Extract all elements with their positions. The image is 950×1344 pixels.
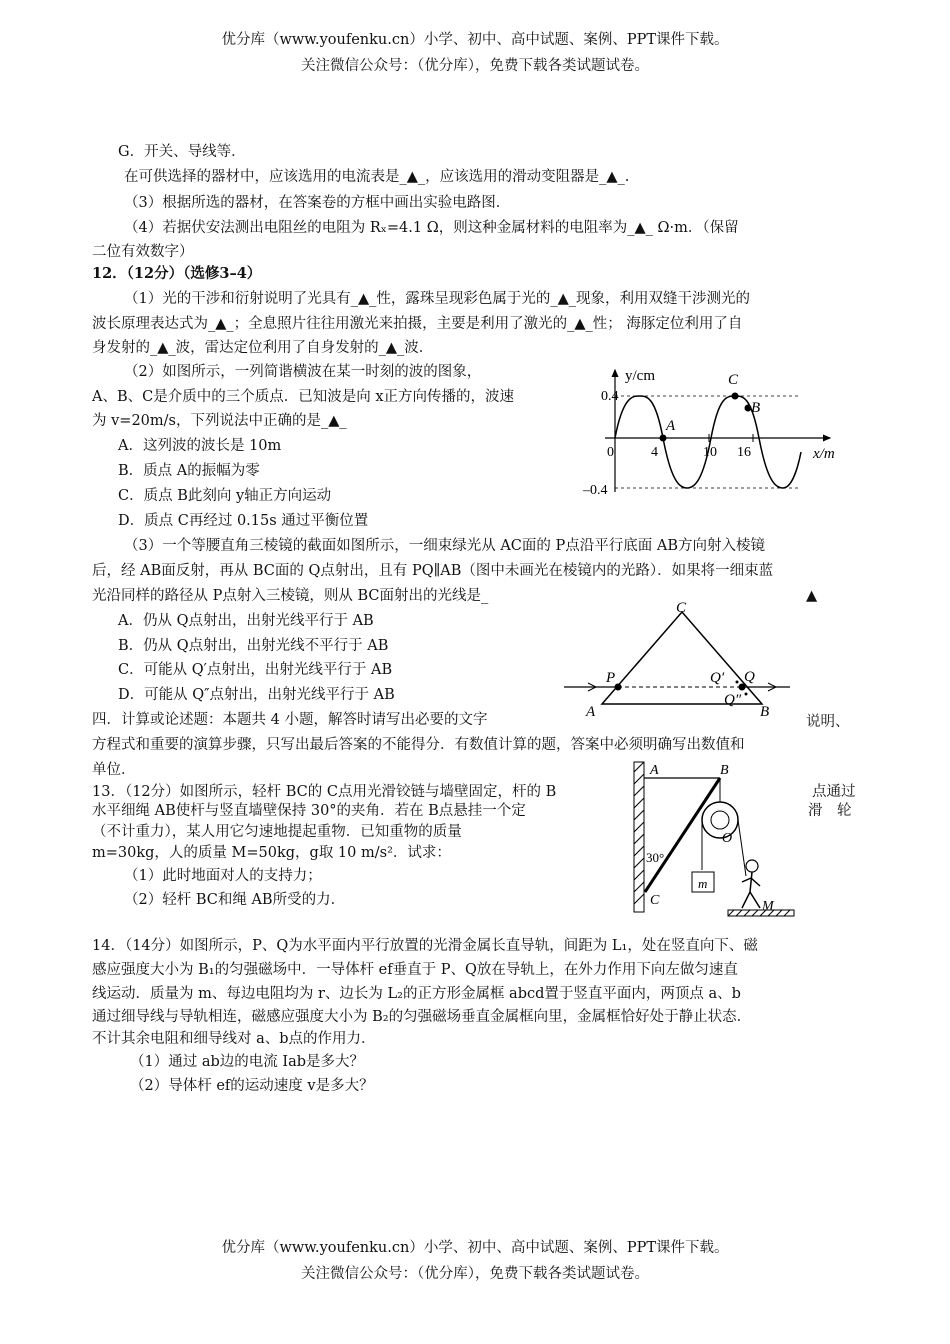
prism-label-a: A	[586, 704, 596, 720]
rod-label-o: O	[722, 831, 733, 846]
q12-part1-b: 波长原理表达式为_▲_；全息照片往往用激光来拍摄，主要是利用了激光的_▲_性； 海豚定位利用了自	[92, 316, 743, 332]
q12-part3-option-c: C．可能从 Q′点射出，出射光线平行于 AB	[118, 662, 393, 678]
footer-line-2: 关注微信公众号：（优分库），免费下载各类试题试卷。	[301, 1266, 649, 1282]
q11-option-g: G．开关、导线等．	[118, 144, 246, 160]
q13-line-2b: 滑 轮	[808, 803, 852, 819]
q12-part3-blank: ▲	[806, 588, 818, 604]
sec4-line-2: 方程式和重要的演算步骤，只写出最后答案的不能得分．有数值计算的题，答案中必须明确写出数值和	[92, 737, 745, 753]
q12-part1-a: （1）光的干涉和衍射说明了光具有_▲_性，露珠呈现彩色属于光的_▲_现象，利用双缝干涉测光的	[124, 291, 751, 307]
amp-pos-label: 0.4	[601, 389, 619, 404]
sec4-line-1b: 说明、	[806, 714, 850, 730]
q13-line-1a: 13．（12分）如图所示，轻杆 BC的 C点用光滑铰链与墙壁固定，杆的 B	[92, 784, 557, 800]
point-a	[660, 435, 667, 442]
q12-part2-option-a: A．这列波的波长是 10m	[118, 438, 282, 454]
tick-0: 0	[607, 445, 614, 460]
point-p	[615, 684, 622, 691]
label-a: A	[666, 418, 676, 434]
q11-line-1: 在可供选择的器材中，应该选用的电流表是_▲_，应该选用的滑动变阻器是_▲_.	[124, 169, 630, 185]
wave-curve	[615, 396, 801, 488]
wave-graph	[575, 362, 845, 502]
sec4-line-1a: 四．计算或论述题：本题共 4 小题，解答时请写出必要的文字	[92, 712, 488, 728]
q12-part2-option-d: D．质点 C再经过 0.15s 通过平衡位置	[118, 513, 369, 529]
person-body	[742, 872, 760, 908]
q13-sub-2: （2）轻杆 BC和绳 AB所受的力．	[124, 892, 346, 908]
tick-10: 10	[703, 445, 717, 460]
prism-label-b: B	[760, 704, 770, 720]
rod-label-big-m: M	[762, 899, 774, 914]
rod-label-a: A	[650, 763, 659, 778]
y-axis-label: y/cm	[625, 368, 655, 384]
q12-part3-option-b: B．仍从 Q点射出，出射光线不平行于 AB	[118, 638, 389, 654]
q14-line-5: 不计其余电阻和细导线对 a、b点的作用力．	[92, 1031, 376, 1047]
q12-part3-c: 光沿同样的路径从 P点射入三棱镜，则从 BC面射出的光线是_	[92, 588, 489, 604]
prism-label-c: C	[676, 600, 687, 616]
rod-label-c: C	[650, 893, 660, 908]
rod-pulley-diagram	[628, 758, 800, 918]
prism-label-q: Q	[744, 669, 755, 685]
tick-4: 4	[651, 445, 658, 460]
q12-part2-b: A、B、C是介质中的三个质点．已知波是向 x正方向传播的，波速	[92, 389, 515, 405]
header-line-2: 关注微信公众号：（优分库），免费下载各类试题试卷。	[301, 58, 649, 74]
q12-part2-option-b: B．质点 A的振幅为零	[118, 463, 260, 479]
q12-part2-option-c: C．质点 B此刻向 y轴正方向运动	[118, 488, 332, 504]
q14-sub-1: （1）通过 ab边的电流 Iab是多大？	[130, 1054, 365, 1070]
q13-line-4: m=30kg，人的质量 M=50kg，g取 10 m/s²．试求：	[92, 845, 451, 861]
rod-angle: 30°	[646, 850, 665, 865]
prism-label-q1: Q′	[710, 670, 725, 686]
prism-outline	[602, 612, 762, 704]
rod-label-b: B	[720, 763, 729, 778]
q11-line-2: （3）根据所选的器材，在答案卷的方框中画出实验电路图．	[124, 195, 511, 211]
prism-diagram	[560, 598, 800, 720]
footer-line-1: 优分库（www.youfenku.cn）小学、初中、高中试题、案例、PPT课件下载。	[221, 1240, 729, 1256]
tick-16: 16	[737, 445, 751, 460]
header-line-1: 优分库（www.youfenku.cn）小学、初中、高中试题、案例、PPT课件下载。	[221, 32, 729, 48]
q12-part3-a: （3）一个等腰直角三棱镜的截面如图所示，一细束绿光从 AC面的 P点沿平行底面 AB方向射入棱镜	[124, 538, 765, 554]
x-axis-label: x/m	[813, 446, 835, 462]
rod-label-m: m	[698, 876, 708, 891]
q11-line-4: 二位有效数字）	[92, 244, 194, 260]
q13-line-1b: 点通过	[812, 784, 856, 800]
q12-part1-c: 身发射的_▲_波，雷达定位利用了自身发射的_▲_波．	[92, 340, 434, 356]
point-c	[732, 393, 739, 400]
q14-line-4: 通过细导线与导轨相连，磁感应强度大小为 B₂的匀强磁场垂直金属框向里，金属框恰好处于静止状态．	[92, 1009, 752, 1025]
person-head	[746, 860, 758, 872]
q14-line-3: 线运动．质量为 m、每边电阻均为 r、边长为 L₂的正方形金属框 abcd置于竖直平面内，两顶点 a、b	[92, 986, 741, 1002]
q12-part2-a: （2）如图所示，一列简谐横波在某一时刻的波的图象，	[124, 364, 482, 380]
q13-line-3: （不计重力），某人用它匀速地提起重物．已知重物的质量	[92, 824, 462, 840]
label-c: C	[728, 372, 739, 388]
amp-neg-label: –0.4	[583, 483, 608, 498]
q11-line-3: （4）若据伏安法测出电阻丝的电阻为 Rₓ=4.1 Ω，则这种金属材料的电阻率为_▲_ Ω·m．（保留	[124, 220, 739, 236]
q12-part3-option-d: D．可能从 Q″点射出，出射光线平行于 AB	[118, 687, 395, 703]
prism-label-p: P	[606, 670, 616, 686]
q12-part2-c: 为 v=20m/s，下列说法中正确的是_▲_	[92, 413, 347, 429]
q14-line-1: 14．（14分）如图所示，P、Q为水平面内平行放置的光滑金属长直导轨，间距为 L₁，处在竖直向下、磁	[92, 938, 758, 954]
q12-part3-b: 后，经 AB面反射，再从 BC面的 Q点射出，且有 PQ∥AB（图中未画光在棱镜内的光路）．如果将一细束蓝	[92, 563, 774, 579]
sec4-line-3: 单位．	[92, 762, 136, 778]
q13-sub-1: （1）此时地面对人的支持力；	[124, 868, 322, 884]
q13-line-2a: 水平细绳 AB使杆与竖直墙壁保持 30°的夹角．若在 B点悬挂一个定	[92, 803, 526, 819]
label-b: B	[751, 400, 761, 416]
prism-label-q2: Q″	[724, 692, 742, 708]
q12-part3-option-a: A．仍从 Q点射出，出射光线平行于 AB	[118, 613, 374, 629]
q14-line-2: 感应强度大小为 B₁的匀强磁场中．一导体杆 ef垂直于 P、Q放在导轨上，在外力作用下向左做匀速直	[92, 962, 738, 978]
pulley	[702, 802, 738, 838]
q14-sub-2: （2）导体杆 ef的运动速度 v是多大？	[130, 1078, 374, 1094]
q12-title: 12．（12分）（选修3–4）	[92, 265, 262, 282]
